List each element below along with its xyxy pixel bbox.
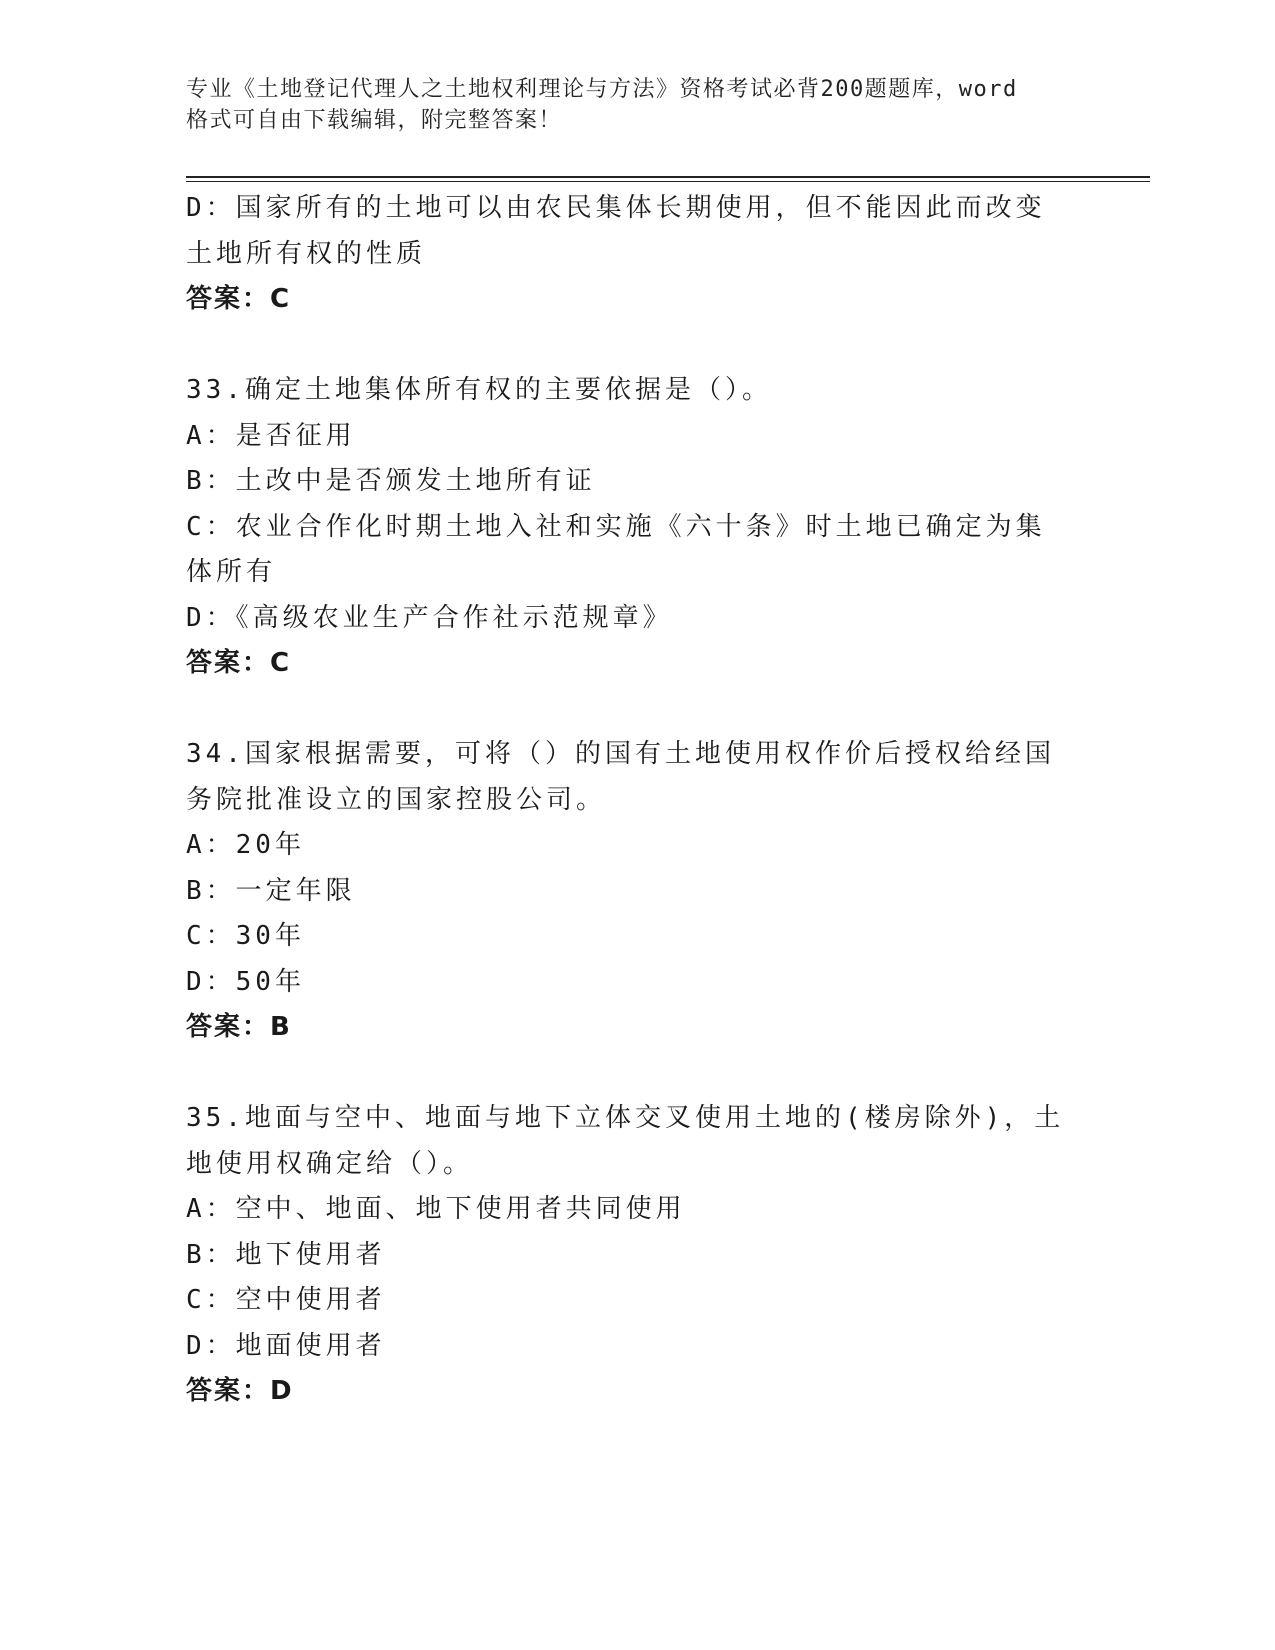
option-b: B：地下使用者: [186, 1239, 386, 1270]
question-answer: 答案：C: [186, 648, 292, 678]
question-stem: 35.地面与空中、地面与地下立体交叉使用土地的(楼房除外)，土地使用权确定给（）。: [186, 1103, 1065, 1179]
question-answer: 答案：D: [186, 1376, 294, 1406]
option-a: A：是否征用: [186, 420, 356, 451]
question-stem: 34.国家根据需要，可将（）的国有土地使用权作价后授权给经国务院批准设立的国家控股公司。: [186, 739, 1055, 815]
option-a: A：空中、地面、地下使用者共同使用: [186, 1194, 686, 1224]
question-35: [186, 1096, 1066, 1415]
spacer: [186, 323, 1066, 369]
option-d: D：《高级农业生产合作社示范规章》: [186, 602, 673, 633]
option-b: B：一定年限: [186, 875, 356, 906]
option-c: C：30年: [186, 921, 305, 951]
option-d: D：地面使用者: [186, 1330, 386, 1361]
question-stem: 33.确定土地集体所有权的主要依据是（）。: [186, 375, 772, 405]
spacer: [186, 1051, 1066, 1097]
header-line-1: 专业《土地登记代理人之土地权利理论与方法》资格考试必背200题题库，word: [186, 77, 1018, 102]
question-33: [186, 368, 1066, 687]
option-d: D：50年: [186, 966, 305, 997]
q32-option-d: D：国家所有的土地可以由农民集体长期使用，但不能因此而改变土地所有权的性质: [186, 193, 1046, 269]
document-header: [186, 74, 1066, 136]
option-a: A：20年: [186, 830, 305, 860]
question-content: [186, 186, 1066, 1415]
option-c: C：空中使用者: [186, 1285, 386, 1315]
question-34: [186, 732, 1066, 1051]
header-line-2: 格式可自由下载编辑，附完整答案！: [186, 108, 563, 133]
option-c: C：农业合作化时期土地入社和实施《六十条》时土地已确定为集体所有: [186, 511, 1046, 587]
spacer: [186, 687, 1066, 733]
header-divider: [186, 176, 1150, 182]
question-answer: 答案：B: [186, 1012, 292, 1042]
option-b: B：土改中是否颁发土地所有证: [186, 466, 596, 496]
q32-answer: 答案：C: [186, 284, 292, 314]
